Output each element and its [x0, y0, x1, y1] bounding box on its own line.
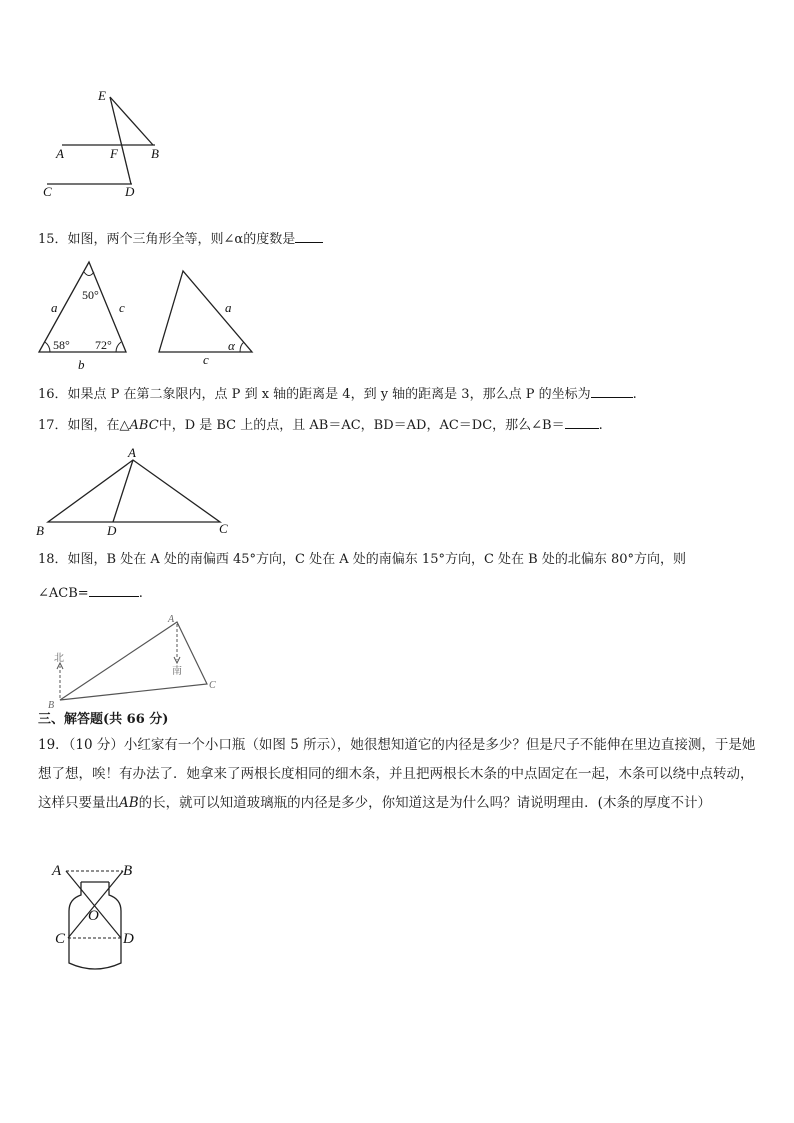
angle-50: 50°	[82, 288, 99, 302]
label-o: O	[88, 908, 99, 924]
label-e: E	[98, 88, 106, 103]
side-c-right: c	[203, 352, 209, 367]
label-b: B	[36, 523, 44, 538]
question-18-text: 18．如图，B 处在 A 处的南偏西 45°方向，C 处在 A 处的南偏东 15°方向，C 处在 B 处的北偏东 80°方向，则	[38, 552, 687, 567]
label-d: D	[107, 523, 117, 538]
question-17-prefix: 17．如图，在	[38, 418, 120, 433]
question-15-text: 15．如图，两个三角形全等，则∠α的度数是	[38, 232, 296, 247]
label-d: D	[125, 184, 135, 199]
label-a: A	[52, 863, 62, 879]
side-c-left: c	[119, 300, 125, 315]
side-a-left: a	[51, 300, 58, 315]
label-north: 北	[54, 653, 64, 664]
label-c: C	[43, 184, 52, 199]
question-16-end: .	[632, 387, 637, 402]
label-a: A	[168, 614, 175, 625]
question-19-text-2: 的长，就可以知道玻璃瓶的内径是多少，你知道这是为什么吗？请说明理由．(木条的厚度不计）	[138, 795, 711, 811]
label-south: 南	[172, 666, 182, 677]
angle-58: 58°	[53, 338, 70, 352]
question-19-text-1: 19．（10 分）小红家有一个小口瓶（如图 5 所示），她很想知道它的内径是多少？但是尺子不能伸在里边直接测，于是她想了想，唉！有办法了．她拿来了两根长度相同的细木条，并且把两根长木条的中点固定在一起，木条可以绕中点转动，这样只要量出	[38, 737, 756, 811]
side-b-left: b	[78, 357, 85, 372]
question-17-triangle: △ABC	[119, 418, 159, 433]
stick-ad	[66, 871, 121, 938]
angle-alpha: α	[228, 338, 235, 353]
question-18-prefix: ∠ACB=	[38, 586, 89, 601]
side-a-right: a	[225, 300, 232, 315]
section-3-title: 三、解答题(共 66 分)	[38, 712, 169, 727]
question-18-end: .	[138, 586, 143, 601]
label-b: B	[123, 863, 133, 879]
label-b: B	[151, 146, 159, 161]
stick-bc	[68, 871, 123, 938]
label-d: D	[123, 931, 134, 947]
angle-72: 72°	[95, 338, 112, 352]
label-b: B	[48, 700, 55, 711]
question-17-rest: D 是 BC 上的点，且 AB＝AC，BD＝AD，AC＝DC，那么∠B＝	[184, 418, 565, 433]
label-a: A	[128, 445, 136, 460]
question-17-end: .	[598, 418, 603, 433]
question-16-text: 16．如果点 P 在第二象限内，点 P 到 x 轴的距离是 4，到 y 轴的距离是 3，那么点 P 的坐标为	[38, 387, 591, 402]
label-a: A	[56, 146, 64, 161]
bottle-outline	[69, 882, 121, 969]
question-17-mid: 中，	[158, 418, 185, 433]
question-19-ab: AB	[119, 795, 139, 811]
label-c: C	[219, 521, 228, 536]
label-f: F	[110, 146, 118, 161]
label-c: C	[209, 680, 216, 691]
label-c: C	[55, 931, 66, 947]
